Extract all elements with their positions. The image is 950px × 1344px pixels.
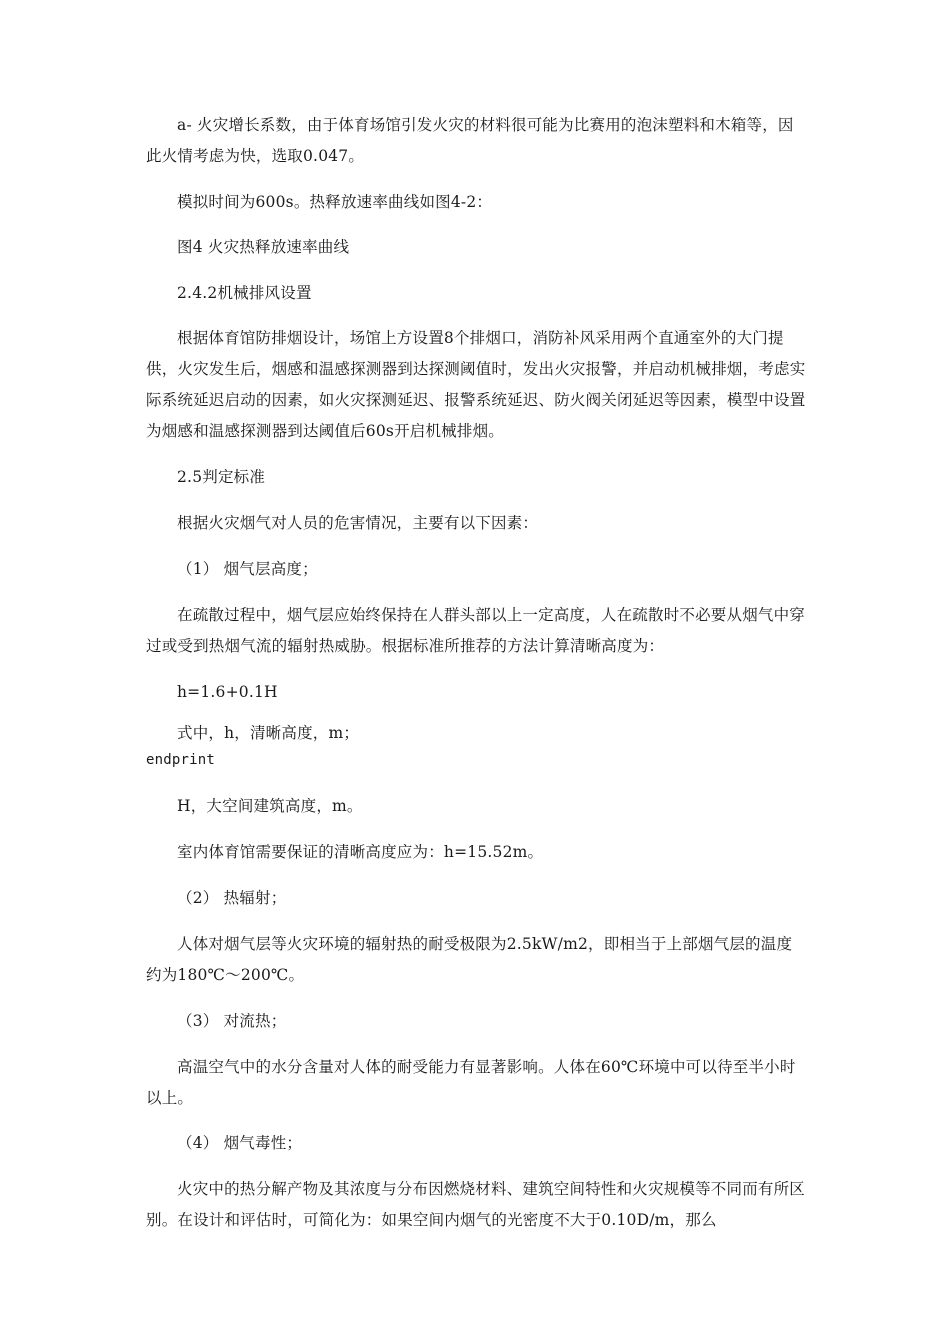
list-item-2-heat-radiation: （2） 热辐射； bbox=[177, 889, 287, 907]
endprint-marker: endprint bbox=[146, 752, 216, 768]
paragraph-pyrolysis-products: 火灾中的热分解产物及其浓度与分布因燃烧材料、建筑空间特性和火灾规模等不同而有所区别。在设计和评估时，可简化为：如果空间内烟气的光密度不大于0.10D/m，那么 bbox=[146, 1180, 806, 1229]
paragraph-radiation-limit: 人体对烟气层等火灾环境的辐射热的耐受极限为2.5kW/m2，即相当于上部烟气层的温度约为180℃～200℃。 bbox=[146, 935, 793, 984]
section-heading-2-5: 2.5判定标准 bbox=[177, 468, 266, 486]
formula-clear-height: h=1.6+0.1H bbox=[177, 683, 278, 701]
list-item-1-smoke-layer-height: （1） 烟气层高度； bbox=[177, 560, 318, 578]
paragraph-formula-H-definition: H，大空间建筑高度，m。 bbox=[177, 797, 363, 815]
paragraph-formula-h-definition: 式中，h，清晰高度，m； bbox=[177, 724, 360, 742]
paragraph-smoke-exhaust-design: 根据体育馆防排烟设计，场馆上方设置8个排烟口，消防补风采用两个直通室外的大门提供，火灾发生后，烟感和温感探测器到达探测阈值时，发出火灾报警，并启动机械排烟，考虑实际系统延迟启动的因素，如火灾探测延迟、报警系统延迟、防火阀关闭延迟等因素，模型中设置为烟感和温感探测器到达阈值后60s开启机械排烟。 bbox=[146, 329, 806, 440]
paragraph-required-clear-height: 室内体育馆需要保证的清晰高度应为：h=15.52m。 bbox=[177, 843, 544, 861]
section-heading-2-4-2: 2.4.2机械排风设置 bbox=[177, 284, 312, 302]
paragraph-humidity-tolerance: 高温空气中的水分含量对人体的耐受能力有显著影响。人体在60℃环境中可以待至半小时以上。 bbox=[146, 1058, 796, 1107]
paragraph-simulation-time: 模拟时间为600s。热释放速率曲线如图4-2： bbox=[177, 193, 493, 211]
paragraph-evacuation-smoke-layer: 在疏散过程中，烟气层应始终保持在人群头部以上一定高度，人在疏散时不必要从烟气中穿过或受到热烟气流的辐射热威胁。根据标准所推荐的方法计算清晰高度为： bbox=[146, 606, 806, 655]
paragraph-hazard-factors: 根据火灾烟气对人员的危害情况，主要有以下因素： bbox=[177, 514, 539, 532]
paragraph-fire-growth-coefficient: a- 火灾增长系数，由于体育场馆引发火灾的材料很可能为比赛用的泡沫塑料和木箱等，因此火情考虑为快，选取0.047。 bbox=[146, 116, 794, 165]
list-item-4-smoke-toxicity: （4） 烟气毒性； bbox=[177, 1134, 303, 1152]
figure-caption: 图4 火灾热释放速率曲线 bbox=[177, 238, 350, 256]
list-item-3-convective-heat: （3） 对流热； bbox=[177, 1012, 287, 1030]
